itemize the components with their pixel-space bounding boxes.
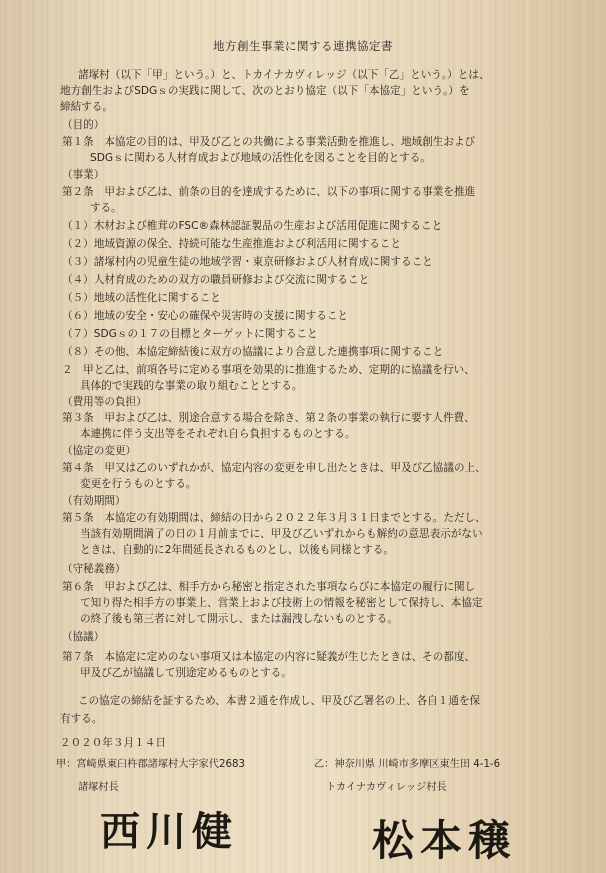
article-line: 当該有効期間満了の日の１月前までに、甲及び乙いずれからも解約の意思表示がない bbox=[80, 528, 483, 540]
list-item: （１）木材および椎茸のFSC®森林認証製品の生産および活用促進に関すること bbox=[62, 220, 443, 232]
list-item: （７）SDGｓの１７の目標とターゲットに関すること bbox=[62, 328, 318, 340]
article-line: 第７条 本協定に定めのない事項又は本協定の内容に疑義が生じたときは、その都度、 bbox=[62, 651, 476, 663]
party-a-title: 諸塚村長 bbox=[78, 782, 119, 793]
closing-line: 有する。 bbox=[60, 713, 103, 725]
article-line: て知り得た相手方の事業上、営業上および技術上の情報を秘密として保持し、本協定 bbox=[80, 597, 483, 609]
section-heading: （有効期間） bbox=[62, 495, 126, 507]
party-b-title: トカイナカヴィレッジ村長 bbox=[326, 782, 447, 793]
list-item: （４）人材育成のための双方の職員研修および交流に関すること bbox=[62, 274, 370, 286]
list-item: （８）その他、本協定締結後に双方の協議により合意した連携事項に関すること bbox=[62, 346, 444, 358]
document-title: 地方創生事業に関する連携協定書 bbox=[213, 39, 393, 53]
article-line: 第６条 甲および乙は、相手方から秘密と指定された事項ならびに本協定の履行に関し bbox=[62, 581, 476, 593]
preamble-line: 地方創生およびSDGｓの実践に関して、次のとおり協定（以下「本協定」という。）を bbox=[60, 85, 470, 97]
agreement-date: ２０２０年３月１４日 bbox=[60, 737, 166, 749]
preamble-line: 諸塚村（以下「甲」という。）と、トカイナカヴィレッジ（以下「乙」という。）とは、 bbox=[78, 69, 490, 81]
section-heading: （協議） bbox=[62, 631, 105, 643]
article-line: 第２条 甲および乙は、前条の目的を達成するために、以下の事項に関する事業を推進 bbox=[62, 186, 476, 198]
section-heading: （守秘義務） bbox=[62, 563, 126, 575]
party-b-signature: 松本穣 bbox=[372, 816, 517, 865]
section-heading: （目的） bbox=[62, 119, 105, 131]
article-line: する。 bbox=[90, 202, 122, 214]
article-line: 第４条 甲又は乙のいずれかが、協定内容の変更を申し出たときは、甲及び乙協議の上、 bbox=[62, 462, 486, 474]
article-line: ２ 甲と乙は、前項各号に定める事項を効果的に推進するため、定期的に協議を行い、 bbox=[62, 364, 475, 376]
article-line: 甲及び乙が協議して別途定めるものとする。 bbox=[80, 667, 292, 679]
list-item: （２）地域資源の保全、持続可能な生産推進および利活用に関すること bbox=[62, 238, 401, 250]
article-line: 本連携に伴う支出等をそれぞれ自ら負担するものとする。 bbox=[80, 428, 356, 440]
article-line: SDGｓに関わる人材育成および地域の活性化を図ることを目的とする。 bbox=[90, 152, 431, 164]
section-heading: （協定の変更） bbox=[62, 445, 137, 457]
article-line: 具体的で実践的な事業の取り組むこととする。 bbox=[80, 380, 303, 392]
article-line: の終了後も第三者に対して開示し、または漏洩しないものとする。 bbox=[80, 613, 398, 625]
article-line: 変更を行うものとする。 bbox=[80, 478, 197, 490]
article-line: 第３条 甲および乙は、別途合意する場合を除き、第２条の事業の執行に要す人件費、 bbox=[62, 412, 475, 424]
party-a-signature: 西川健 bbox=[100, 808, 238, 855]
article-line: ときは、自動的に2年間延長されるものとし、以後も同様とする。 bbox=[80, 544, 394, 556]
party-b-address: 乙：神奈川県 川崎市多摩区東生田 4-1-6 bbox=[314, 759, 501, 770]
preamble-line: 締結する。 bbox=[60, 101, 113, 113]
list-item: （５）地域の活性化に関すること bbox=[62, 292, 221, 304]
section-heading: （事業） bbox=[62, 169, 105, 181]
party-a-address: 甲：宮崎県東臼杵郡諸塚村大字家代2683 bbox=[56, 759, 245, 770]
article-line: 第５条 本協定の有効期間は、締結の日から２０２２年３月３１日までとする。ただし、 bbox=[62, 512, 486, 524]
list-item: （３）諸塚村内の児童生徒の地域学習・東京研修および人材育成に関すること bbox=[62, 256, 433, 268]
closing-line: この協定の締結を証するため、本書２通を作成し、甲及び乙署名の上、各自１通を保 bbox=[78, 695, 481, 707]
section-heading: （費用等の負担） bbox=[62, 396, 147, 408]
list-item: （６）地域の安全・安心の確保や災害時の支援に関すること bbox=[62, 310, 349, 322]
article-line: 第１条 本協定の目的は、甲及び乙との共働による事業活動を推進し、地域創生および bbox=[62, 136, 476, 148]
